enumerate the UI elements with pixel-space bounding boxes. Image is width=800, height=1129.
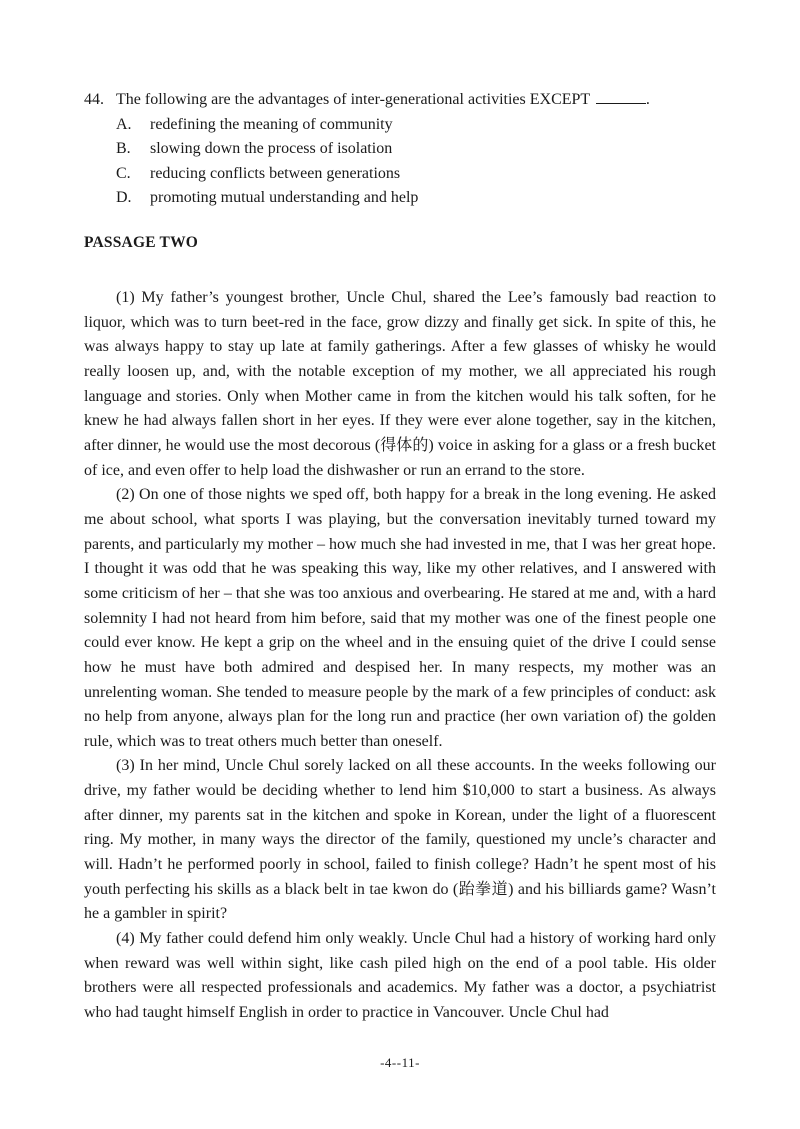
option-letter: D. bbox=[116, 189, 132, 206]
paragraph-4: (4) My father could defend him only weakly. Uncle Chul had a history of working hard only when reward was well within sight, like cash piled high on the end of a pool table. His older brothers were all respected professionals and academics. My father was a doctor, a psychiatrist who had taught himself English in order to practice in Vancouver. Uncle Chul had bbox=[84, 930, 716, 1022]
question-44 bbox=[84, 88, 724, 211]
option-text: redefining the meaning of community bbox=[150, 115, 393, 133]
option-text: promoting mutual understanding and help bbox=[150, 189, 419, 206]
question-stem-end: . bbox=[645, 91, 650, 108]
option-d bbox=[84, 186, 724, 211]
options-list bbox=[84, 113, 724, 211]
page-number: -4--11- bbox=[380, 1055, 420, 1070]
option-a bbox=[84, 113, 724, 138]
question-number: 44. bbox=[84, 91, 104, 108]
option-text: reducing conflicts between generations bbox=[150, 164, 401, 182]
paragraph-2: (2) On one of those nights we sped off, both happy for a break in the long evening. He asked me about school, what sports I was playing, but the conversation inevitably turned toward my parents, and particularly my mother – how much she had invested in me, that I was her great hope. I thought it was odd that he was speaking this way, like my other relatives, and I answered with some criticism of her – that she was too anxious and overbearing. He stared at me and, with a hard solemnity I had not heard from him before, said that my mother was one of the finest people one could ever know. He kept a grip on the wheel and in the ensuing quiet of the drive I could sense how he must have both admired and despised her. In many respects, my mother was an unrelenting woman. She tended to measure people by the mark of a few principles of conduct: ask no help from anyone, always plan for the long run and practice (her own variation of) the golden rule, which was to treat others much better than oneself. bbox=[84, 486, 716, 750]
paragraph-3: (3) In her mind, Uncle Chul sorely lacked on all these accounts. In the weeks following our drive, my father would be deciding whether to lend him $10,000 to start a business. As always after dinner, my parents sat in the kitchen and spoke in Korean, under the light of a fluorescent ring. My mother, in many ways the director of the family, questioned my uncle’s character and will. Hadn’t he performed poorly in school, failed to finish college? Hadn’t he spent most of his youth perfecting his skills as a black belt in tae kwon do (跆拳道) and his billiards game? Wasn’t he a gambler in spirit? bbox=[84, 757, 716, 923]
option-letter: A. bbox=[116, 115, 132, 133]
option-c bbox=[84, 162, 724, 187]
answer-blank bbox=[596, 89, 646, 104]
option-b bbox=[84, 137, 724, 162]
paragraph-1: (1) My father’s youngest brother, Uncle Chul, shared the Lee’s famously bad reaction to liquor, which was to turn beet-red in the face, grow dizzy and finally get sick. In spite of this, he was always happy to stay up late at family gatherings. After a few glasses of whisky he would really loosen up, and, with the notable exception of my mother, we all appreciated his rough language and stories. Only when Mother came in from the kitchen would his talk soften, for he knew he had always fallen short in her eyes. If they were ever alone together, say in the kitchen, after dinner, he would use the most decorous (得体的) voice in asking for a glass or a fresh bucket of ice, and even offer to help load the dishwasher or run an errand to the store. bbox=[84, 289, 716, 479]
option-text: slowing down the process of isolation bbox=[150, 140, 393, 157]
passage-title: PASSAGE TWO bbox=[84, 234, 199, 251]
option-letter: C. bbox=[116, 164, 131, 182]
passage-body bbox=[84, 286, 716, 1026]
question-stem bbox=[84, 88, 724, 113]
option-letter: B. bbox=[116, 140, 131, 157]
question-text: The following are the advantages of inter-generational activities EXCEPT bbox=[116, 91, 590, 108]
